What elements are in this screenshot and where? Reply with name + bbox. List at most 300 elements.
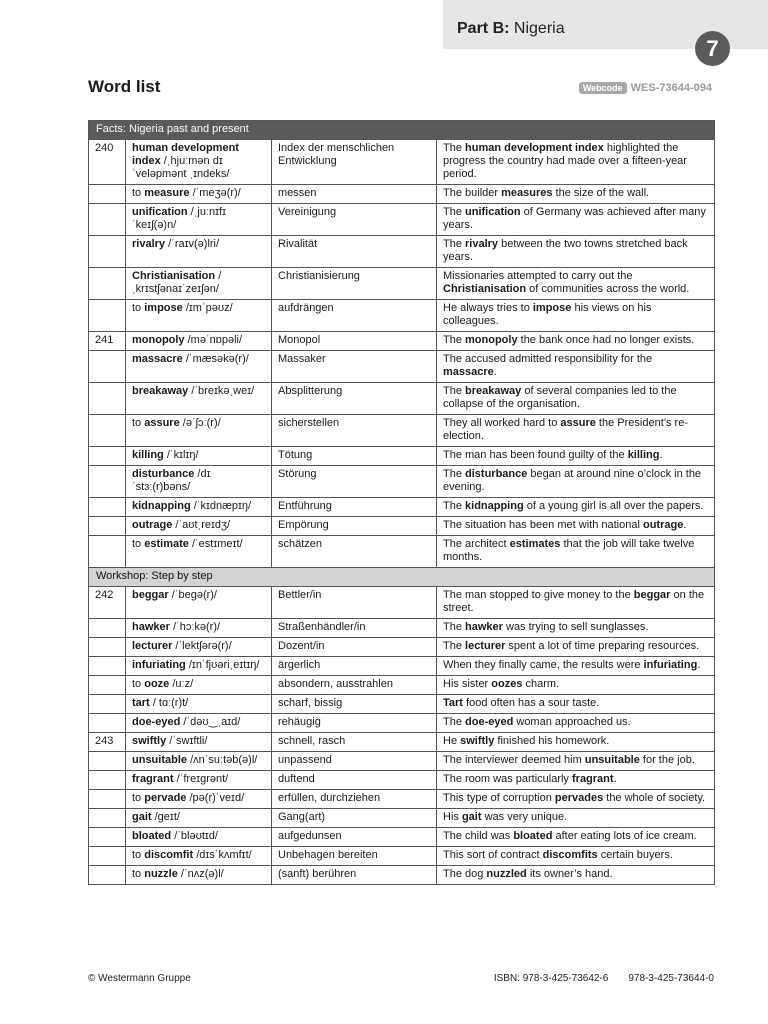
example-keyword: doe-eyed xyxy=(465,716,514,728)
page-number xyxy=(89,383,126,415)
page-number xyxy=(89,695,126,714)
translation: Bettler/in xyxy=(272,587,437,619)
example-keyword: gait xyxy=(461,811,482,823)
example-sentence xyxy=(437,828,715,847)
example-text: the President’s re-election. xyxy=(443,417,688,442)
footer-isbn xyxy=(494,973,714,984)
example-text: food often has a sour taste. xyxy=(462,697,600,709)
example-keyword: nuzzled xyxy=(486,868,527,880)
headword: Christianisation xyxy=(132,270,216,282)
example-text: He xyxy=(443,735,461,747)
example-text: spent a lot of time preparing resources. xyxy=(505,640,700,652)
example-sentence xyxy=(437,847,715,866)
example-keyword: fragrant xyxy=(572,773,614,785)
example-sentence xyxy=(437,447,715,466)
example-keyword: Tart xyxy=(443,697,463,709)
translation: Unbehagen bereiten xyxy=(272,847,437,866)
example-sentence xyxy=(437,695,715,714)
example-sentence xyxy=(437,536,715,568)
headword: measure xyxy=(144,187,190,199)
example-keyword: disturbance xyxy=(465,468,528,480)
ipa-transcription: /ˌkrɪstʃənaɪˈzeɪʃən/ xyxy=(132,270,222,295)
example-text: the bank once had no longer exists. xyxy=(517,334,695,346)
headword: beggar xyxy=(132,589,169,601)
translation: ärgerlich xyxy=(272,657,437,676)
table-row xyxy=(89,185,715,204)
example-text: His xyxy=(443,811,462,823)
headword-cell xyxy=(126,498,272,517)
example-text: He always tries to xyxy=(443,302,533,314)
headword-cell xyxy=(126,619,272,638)
example-text: The dog xyxy=(443,868,487,880)
translation: (sanft) berühren xyxy=(272,866,437,885)
example-text: Missionaries attempted to carry out the xyxy=(443,270,633,282)
ipa-transcription: /ɡeɪt/ xyxy=(154,811,180,823)
translation: Rivalität xyxy=(272,236,437,268)
table-row xyxy=(89,204,715,236)
example-sentence xyxy=(437,332,715,351)
example-keyword: Christianisation xyxy=(443,283,527,295)
headword-cell xyxy=(126,517,272,536)
example-text: was trying to sell sunglasses. xyxy=(502,621,649,633)
headword-cell xyxy=(126,536,272,568)
page-number xyxy=(89,676,126,695)
headword-cell xyxy=(126,415,272,447)
table-row xyxy=(89,415,715,447)
table-row xyxy=(89,752,715,771)
example-sentence xyxy=(437,809,715,828)
table-row xyxy=(89,332,715,351)
headword-cell xyxy=(126,351,272,383)
word-list-table xyxy=(88,120,715,885)
headword-cell xyxy=(126,332,272,351)
page-number xyxy=(89,185,126,204)
headword-prefix: to xyxy=(132,417,145,429)
footer-isbn-1: ISBN: 978-3-425-73642-6 xyxy=(493,973,609,984)
example-keyword: bloated xyxy=(513,830,553,842)
ipa-transcription: / tɑː(r)t/ xyxy=(152,697,189,709)
headword-cell xyxy=(126,140,272,185)
table-row xyxy=(89,268,715,300)
ipa-transcription: /ˈkɪlɪŋ/ xyxy=(166,449,199,461)
webcode-tag: Webcode xyxy=(579,82,627,94)
example-sentence xyxy=(437,517,715,536)
headword-cell xyxy=(126,638,272,657)
headword-cell xyxy=(126,587,272,619)
example-keyword: rivalry xyxy=(465,238,499,250)
headword-cell xyxy=(126,771,272,790)
headword-cell xyxy=(126,300,272,332)
table-row xyxy=(89,517,715,536)
headword: doe-eyed xyxy=(132,716,181,728)
headword: discomfit xyxy=(144,849,194,861)
headword-cell xyxy=(126,447,272,466)
headword-cell xyxy=(126,383,272,415)
example-sentence xyxy=(437,733,715,752)
table-row xyxy=(89,866,715,885)
example-text: They all worked hard to xyxy=(443,417,561,429)
table-row xyxy=(89,300,715,332)
section-title: Facts: Nigeria past and present xyxy=(89,121,715,140)
ipa-transcription: /ˈkɪdnæpɪŋ/ xyxy=(193,500,252,512)
ipa-transcription: /dɪˈstɜː(r)bəns/ xyxy=(132,468,211,493)
headword-prefix: to xyxy=(132,849,145,861)
page-number xyxy=(89,657,126,676)
part-title xyxy=(457,20,565,38)
headword: disturbance xyxy=(132,468,195,480)
example-sentence xyxy=(437,140,715,185)
ipa-transcription: /ˈswɪftli/ xyxy=(169,735,208,747)
chapter-badge: 7 xyxy=(695,31,730,66)
headword: bloated xyxy=(132,830,172,842)
page-number: 241 xyxy=(89,332,126,351)
example-text: was very unique. xyxy=(481,811,568,823)
page-number xyxy=(89,638,126,657)
ipa-transcription: /ˌjuːnɪfɪˈkeɪʃ(ə)n/ xyxy=(132,206,227,231)
ipa-transcription: /ˈbreɪkəˌweɪ/ xyxy=(191,385,255,397)
page-number xyxy=(89,866,126,885)
example-keyword: infuriating xyxy=(643,659,698,671)
translation: Index der menschlichen Entwicklung xyxy=(272,140,437,185)
table-row xyxy=(89,447,715,466)
translation: Vereinigung xyxy=(272,204,437,236)
headword-cell xyxy=(126,733,272,752)
headword: breakaway xyxy=(132,385,189,397)
table-row xyxy=(89,847,715,866)
translation: Entführung xyxy=(272,498,437,517)
example-sentence xyxy=(437,638,715,657)
ipa-transcription: /ˌhjuːmən dɪˈveləpmənt ˌɪndeks/ xyxy=(132,155,230,180)
example-text: The xyxy=(443,621,466,633)
headword: impose xyxy=(144,302,183,314)
ipa-transcription: /ˈestɪmeɪt/ xyxy=(191,538,243,550)
example-text: the size of the wall. xyxy=(552,187,650,199)
translation: aufdrängen xyxy=(272,300,437,332)
example-text: of several companies led to the collapse of the organisation. xyxy=(443,385,677,410)
translation: Monopol xyxy=(272,332,437,351)
example-text: The xyxy=(443,385,466,397)
headword-cell xyxy=(126,695,272,714)
example-keyword: unification xyxy=(465,206,521,218)
headword: nuzzle xyxy=(144,868,178,880)
example-text: The xyxy=(443,468,466,480)
translation: Empörung xyxy=(272,517,437,536)
ipa-transcription: /ˈmæsəkə(r)/ xyxy=(185,353,249,365)
example-text: . xyxy=(659,449,663,461)
headword: rivalry xyxy=(132,238,166,250)
example-text: between the two towns stretched back years. xyxy=(443,238,688,263)
example-keyword: monopoly xyxy=(465,334,518,346)
section-header xyxy=(89,121,715,140)
example-keyword: assure xyxy=(560,417,596,429)
table-row xyxy=(89,828,715,847)
headword-cell xyxy=(126,185,272,204)
example-text: The man has been found guilty of the xyxy=(443,449,628,461)
example-keyword: swiftly xyxy=(460,735,495,747)
table-row xyxy=(89,676,715,695)
example-text: on the street. xyxy=(443,589,705,614)
translation: Absplitterung xyxy=(272,383,437,415)
example-sentence xyxy=(437,204,715,236)
example-keyword: estimates xyxy=(509,538,561,550)
headword: pervade xyxy=(144,792,187,804)
example-keyword: beggar xyxy=(633,589,671,601)
translation: rehäugig xyxy=(272,714,437,733)
headword-cell xyxy=(126,676,272,695)
example-text: its owner’s hand. xyxy=(526,868,613,880)
table-row xyxy=(89,809,715,828)
headword: infuriating xyxy=(132,659,186,671)
headword: monopoly xyxy=(132,334,185,346)
headword-prefix: to xyxy=(132,302,145,314)
headword-cell xyxy=(126,790,272,809)
ipa-transcription: /ɪnˈfjʊəriˌeɪtɪŋ/ xyxy=(188,659,260,671)
page-number xyxy=(89,415,126,447)
example-text: The architect xyxy=(443,538,510,550)
headword-cell xyxy=(126,828,272,847)
example-text: certain buyers. xyxy=(597,849,673,861)
translation: sicherstellen xyxy=(272,415,437,447)
footer-copyright: © Westermann Gruppe xyxy=(88,973,191,984)
example-text: the whole of society. xyxy=(603,792,706,804)
headword: human development index xyxy=(132,142,239,167)
webcode xyxy=(579,82,712,94)
page-number xyxy=(89,517,126,536)
example-text: The man stopped to give money to the xyxy=(443,589,634,601)
page-number xyxy=(89,752,126,771)
example-keyword: killing xyxy=(627,449,660,461)
headword-cell xyxy=(126,714,272,733)
page-number xyxy=(89,447,126,466)
headword-cell xyxy=(126,236,272,268)
example-sentence xyxy=(437,771,715,790)
example-sentence xyxy=(437,185,715,204)
headword-cell xyxy=(126,268,272,300)
example-keyword: kidnapping xyxy=(465,500,524,512)
example-sentence xyxy=(437,351,715,383)
page-number xyxy=(89,619,126,638)
ipa-transcription: /ʌnˈsuːtəb(ə)l/ xyxy=(190,754,258,766)
example-text: for the job. xyxy=(639,754,695,766)
translation: scharf, bissig xyxy=(272,695,437,714)
ipa-transcription: /dɪsˈkʌmfɪt/ xyxy=(196,849,252,861)
example-text: highlighted the progress the country had made over a fifteen-year period. xyxy=(443,142,687,180)
example-text: began at around nine o’clock in the evening. xyxy=(443,468,702,493)
page-number: 243 xyxy=(89,733,126,752)
example-sentence xyxy=(437,676,715,695)
example-sentence xyxy=(437,300,715,332)
part-label: Part B: xyxy=(457,20,510,37)
headword: hawker xyxy=(132,621,170,633)
table-row xyxy=(89,351,715,383)
page-number xyxy=(89,809,126,828)
example-text: of a young girl is all over the papers. xyxy=(523,500,704,512)
page-number xyxy=(89,536,126,568)
headword-cell xyxy=(126,657,272,676)
headword: assure xyxy=(144,417,180,429)
example-sentence xyxy=(437,415,715,447)
headword-cell xyxy=(126,847,272,866)
headword: lecturer xyxy=(132,640,173,652)
headword: unification xyxy=(132,206,188,218)
translation: duftend xyxy=(272,771,437,790)
table-row xyxy=(89,236,715,268)
translation: aufgedunsen xyxy=(272,828,437,847)
example-keyword: outrage xyxy=(642,519,684,531)
headword: swiftly xyxy=(132,735,167,747)
example-text: . xyxy=(697,659,701,671)
ipa-transcription: /ˈfreɪɡrənt/ xyxy=(176,773,229,785)
example-keyword: discomfits xyxy=(542,849,598,861)
ipa-transcription: /ˈmeʒə(r)/ xyxy=(192,187,241,199)
example-keyword: measures xyxy=(501,187,553,199)
page-number xyxy=(89,204,126,236)
example-text: . xyxy=(613,773,617,785)
example-keyword: massacre xyxy=(443,366,494,378)
table-row xyxy=(89,587,715,619)
headword-prefix: to xyxy=(132,678,145,690)
example-sentence xyxy=(437,498,715,517)
headword: gait xyxy=(132,811,152,823)
headword-prefix: to xyxy=(132,792,145,804)
example-text: The xyxy=(443,640,466,652)
translation: Massaker xyxy=(272,351,437,383)
example-sentence xyxy=(437,236,715,268)
ipa-transcription: /əˈʃɔː(r)/ xyxy=(182,417,221,429)
example-text: The xyxy=(443,716,466,728)
example-sentence xyxy=(437,714,715,733)
table-row xyxy=(89,498,715,517)
headword: killing xyxy=(132,449,164,461)
page-number xyxy=(89,236,126,268)
example-keyword: breakaway xyxy=(465,385,522,397)
table-row xyxy=(89,383,715,415)
table-row xyxy=(89,536,715,568)
page-number xyxy=(89,466,126,498)
translation: unpassend xyxy=(272,752,437,771)
ipa-transcription: /ˈhɔːkə(r)/ xyxy=(172,621,221,633)
example-text: woman approached us. xyxy=(513,716,631,728)
page-number xyxy=(89,771,126,790)
headword-cell xyxy=(126,866,272,885)
translation: Christianisierung xyxy=(272,268,437,300)
page-number xyxy=(89,351,126,383)
example-text: of Germany was achieved after many years. xyxy=(443,206,706,231)
example-keyword: human development index xyxy=(465,142,604,154)
example-sentence xyxy=(437,619,715,638)
headword: ooze xyxy=(144,678,170,690)
table-row xyxy=(89,619,715,638)
example-sentence xyxy=(437,866,715,885)
example-sentence xyxy=(437,752,715,771)
headword: tart xyxy=(132,697,150,709)
headword-cell xyxy=(126,752,272,771)
example-sentence xyxy=(437,268,715,300)
example-text: The xyxy=(443,500,466,512)
webcode-code[interactable]: WES-73644-094 xyxy=(630,82,712,94)
example-text: The xyxy=(443,334,466,346)
section-title: Workshop: Step by step xyxy=(89,568,715,587)
translation: schätzen xyxy=(272,536,437,568)
table-row xyxy=(89,638,715,657)
page-number xyxy=(89,828,126,847)
ipa-transcription: /ˈnʌz(ə)l/ xyxy=(180,868,224,880)
ipa-transcription: /ˈbləʊtɪd/ xyxy=(174,830,218,842)
example-sentence xyxy=(437,587,715,619)
example-keyword: impose xyxy=(532,302,572,314)
table-row xyxy=(89,771,715,790)
example-text: This type of corruption xyxy=(443,792,555,804)
ipa-transcription: /ˈdəʊ‿ˌaɪd/ xyxy=(183,716,241,728)
translation: Tötung xyxy=(272,447,437,466)
example-text: The room was particularly xyxy=(443,773,572,785)
headword-cell xyxy=(126,809,272,828)
translation: schnell, rasch xyxy=(272,733,437,752)
example-text: The xyxy=(443,206,466,218)
footer-isbn-2: 978-3-425-73644-0 xyxy=(628,973,714,984)
translation: erfüllen, durchziehen xyxy=(272,790,437,809)
example-text: after eating lots of ice cream. xyxy=(552,830,697,842)
ipa-transcription: /ˈbeɡə(r)/ xyxy=(171,589,217,601)
headword: outrage xyxy=(132,519,173,531)
example-sentence xyxy=(437,657,715,676)
example-text: The xyxy=(443,142,466,154)
example-text: . xyxy=(683,519,687,531)
example-keyword: unsuitable xyxy=(584,754,640,766)
headword-cell xyxy=(126,204,272,236)
page-number xyxy=(89,268,126,300)
headword-cell xyxy=(126,466,272,498)
translation: Dozent/in xyxy=(272,638,437,657)
example-keyword: oozes xyxy=(491,678,523,690)
page-number xyxy=(89,300,126,332)
example-text: charm. xyxy=(522,678,560,690)
example-text: of communities across the world. xyxy=(526,283,690,295)
example-keyword: hawker xyxy=(465,621,503,633)
example-text: When they finally came, the results were xyxy=(443,659,644,671)
example-sentence xyxy=(437,383,715,415)
example-text: The accused admitted responsibility for the xyxy=(443,353,653,365)
page-number: 242 xyxy=(89,587,126,619)
example-text: The xyxy=(443,238,466,250)
example-text: . xyxy=(493,366,497,378)
translation: Straßenhändler/in xyxy=(272,619,437,638)
page-number: 240 xyxy=(89,140,126,185)
page-number xyxy=(89,714,126,733)
translation: Gang(art) xyxy=(272,809,437,828)
headword-prefix: to xyxy=(132,187,145,199)
headword: kidnapping xyxy=(132,500,191,512)
ipa-transcription: /pə(r)ˈveɪd/ xyxy=(189,792,245,804)
table-row xyxy=(89,790,715,809)
table-row xyxy=(89,714,715,733)
page-number xyxy=(89,790,126,809)
table-row xyxy=(89,657,715,676)
ipa-transcription: /ˈlektʃərə(r)/ xyxy=(175,640,232,652)
table-row xyxy=(89,466,715,498)
example-text: His sister xyxy=(443,678,492,690)
example-text: The builder xyxy=(443,187,502,199)
example-sentence xyxy=(437,466,715,498)
example-text: finished his homework. xyxy=(494,735,610,747)
example-text: his views on his colleagues. xyxy=(443,302,652,327)
example-text: The child was xyxy=(443,830,514,842)
example-sentence xyxy=(437,790,715,809)
ipa-transcription: /ˈaʊtˌreɪdʒ/ xyxy=(175,519,231,531)
ipa-transcription: /ɪmˈpəʊz/ xyxy=(185,302,233,314)
table-row xyxy=(89,733,715,752)
translation: Störung xyxy=(272,466,437,498)
